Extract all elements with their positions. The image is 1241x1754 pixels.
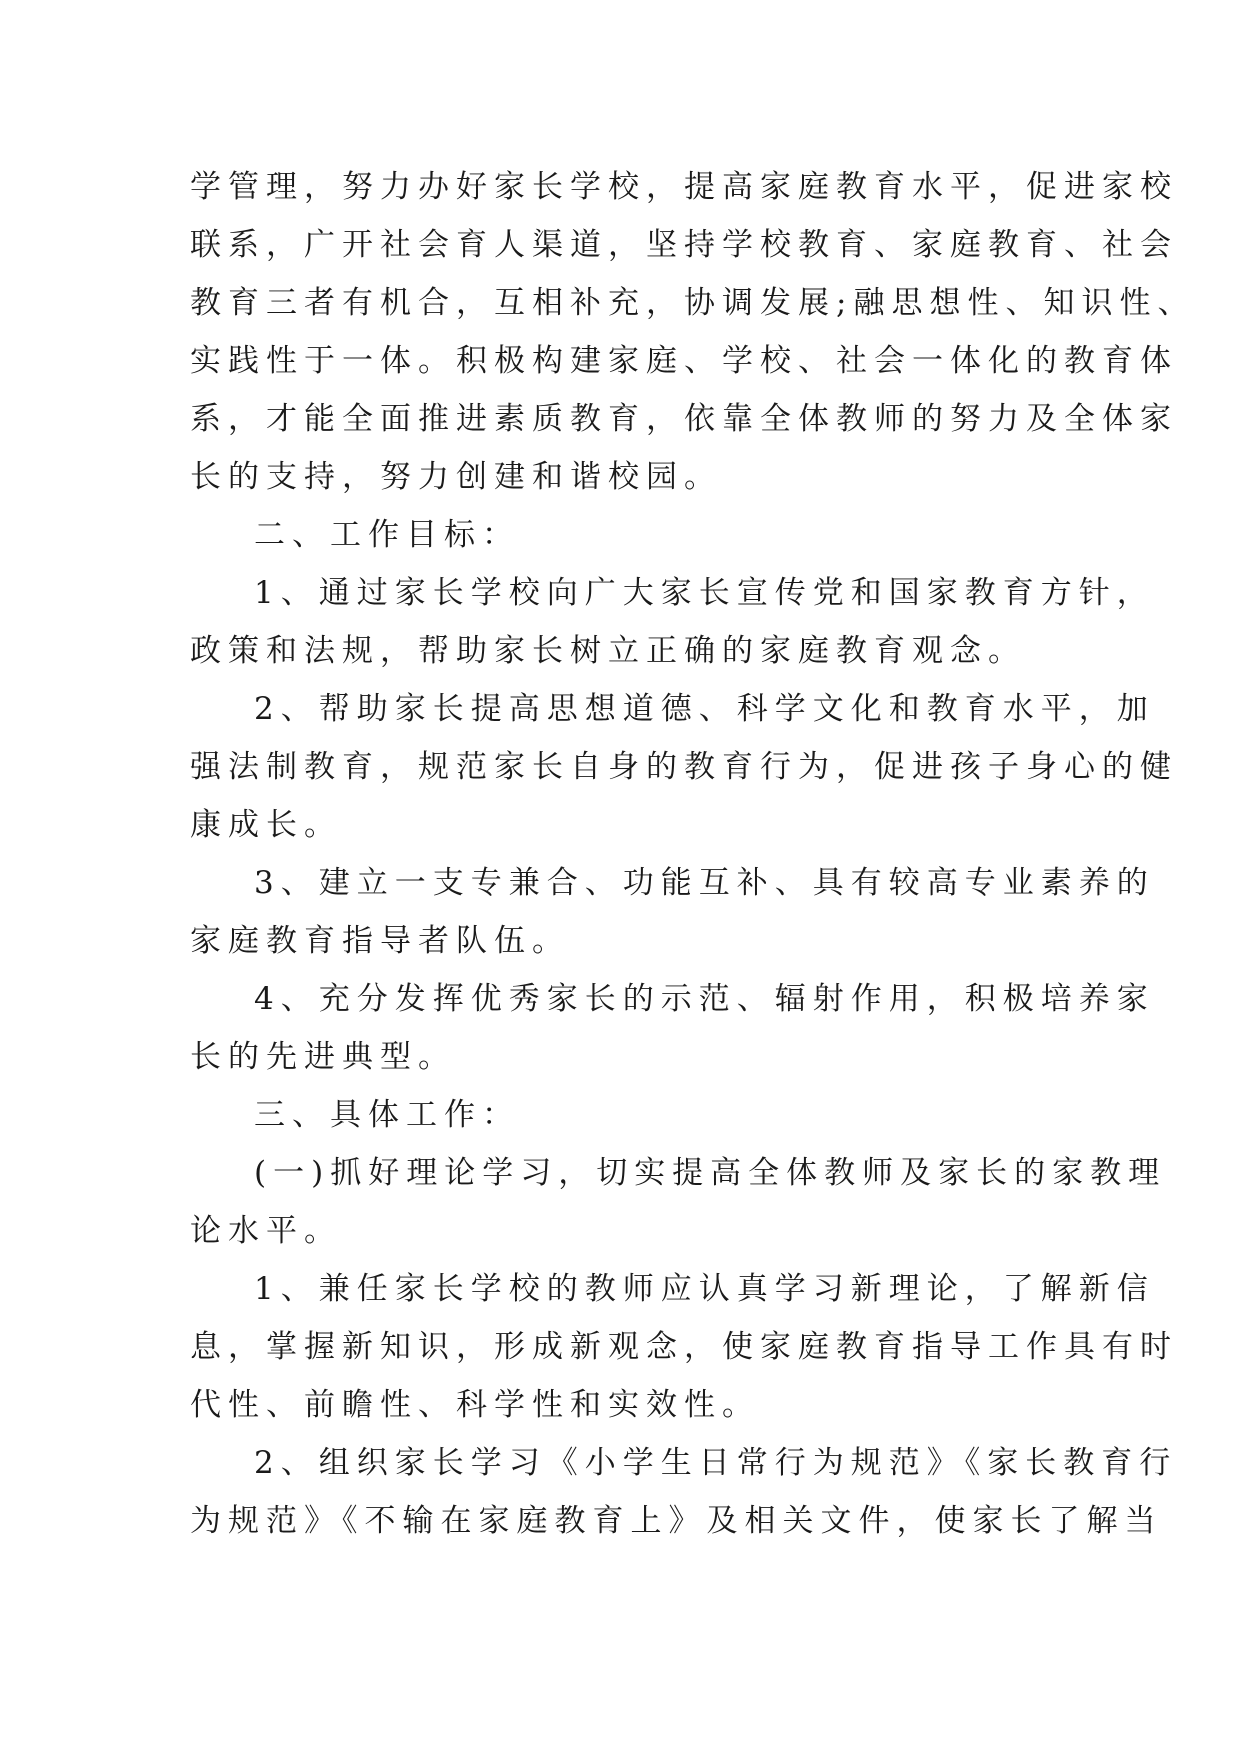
document-body [190,158,1196,1550]
text-line: 实践性于一体。积极构建家庭、学校、社会一体化的教育体 [190,343,1178,379]
text-line: 长的支持，努力创建和谐校园。 [190,459,722,495]
section-heading: 三、具体工作： [254,1097,520,1133]
text-line: 1、通过家长学校向广大家长宣传党和国家教育方针， [254,575,1155,611]
text-line: 2、帮助家长提高思想道德、科学文化和教育水平，加 [254,691,1155,727]
text-line: 家庭教育指导者队伍。 [190,923,570,959]
text-line: 4、充分发挥优秀家长的示范、辐射作用，积极培养家 [254,981,1155,1017]
text-line: 为规范》《不输在家庭教育上》及相关文件，使家长了解当 [190,1503,1163,1539]
text-line: 1、兼任家长学校的教师应认真学习新理论，了解新信 [254,1271,1155,1307]
text-line: 代性、前瞻性、科学性和实效性。 [190,1387,760,1423]
text-line: 政策和法规，帮助家长树立正确的家庭教育观念。 [190,633,1026,669]
text-line: 康成长。 [190,807,342,843]
text-line: 长的先进典型。 [190,1039,456,1075]
text-line: 学管理，努力办好家长学校，提高家庭教育水平，促进家校 [190,169,1178,205]
text-line: 系，才能全面推进素质教育，依靠全体教师的努力及全体家 [190,401,1178,437]
text-line: 息，掌握新知识，形成新观念，使家庭教育指导工作具有时 [190,1329,1178,1365]
text-line: 联系，广开社会育人渠道，坚持学校教育、家庭教育、社会 [190,227,1178,263]
text-line: 教育三者有机合，互相补充，协调发展;融思想性、知识性、 [190,285,1196,321]
text-line: 2、组织家长学习《小学生日常行为规范》《家长教育行 [254,1445,1178,1481]
text-line: 3、建立一支专兼合、功能互补、具有较高专业素养的 [254,865,1155,901]
text-line: (一)抓好理论学习，切实提高全体教师及家长的家教理 [254,1155,1167,1191]
text-line: 强法制教育，规范家长自身的教育行为，促进孩子身心的健 [190,749,1178,785]
text-line: 论水平。 [190,1213,342,1249]
section-heading: 二、工作目标： [254,517,520,553]
